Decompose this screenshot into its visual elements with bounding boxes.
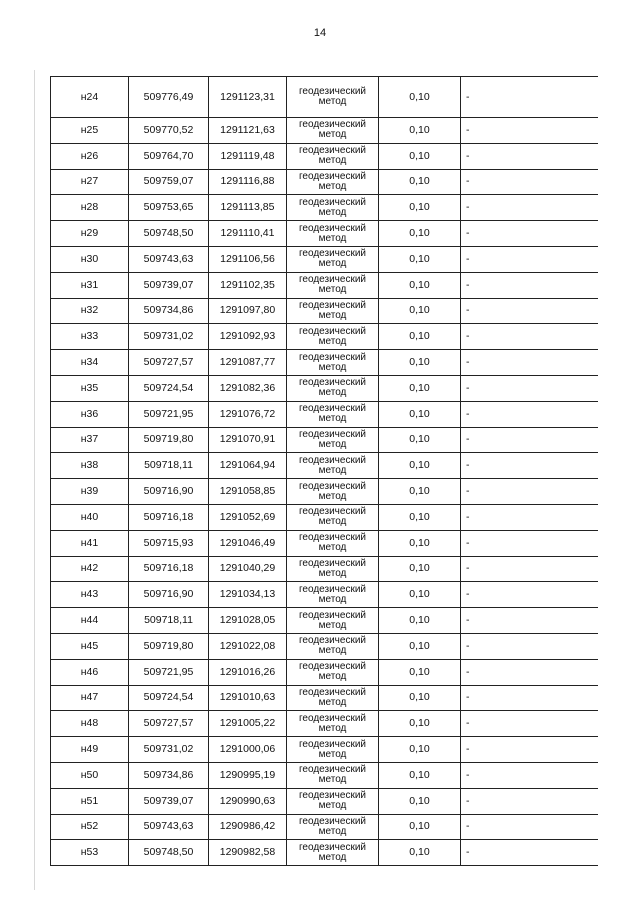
x-coordinate-cell: 509731,02 [129,737,209,763]
method-line-2: метод [318,774,347,786]
y-coordinate-cell: 1291070,91 [209,427,287,453]
method-cell [287,504,379,530]
accuracy-cell: 0,10 [379,762,461,788]
y-coordinate-cell: 1291082,36 [209,375,287,401]
method-line-1: геодезический [299,145,366,157]
x-coordinate-cell: 509770,52 [129,118,209,144]
table-row [51,195,598,221]
accuracy-cell: 0,10 [379,77,461,118]
note-cell: - [461,762,598,788]
table-row [51,77,598,118]
method-cell [287,118,379,144]
method-line-2: метод [318,361,347,373]
page-number: 14 [313,27,327,39]
method-line-2: метод [318,96,347,107]
method-cell [287,685,379,711]
table-row [51,582,598,608]
y-coordinate-cell: 1291046,49 [209,530,287,556]
point-name-cell: н41 [51,530,129,556]
accuracy-cell: 0,10 [379,118,461,144]
accuracy-cell: 0,10 [379,350,461,376]
method-line-1: геодезический [299,506,366,518]
method-line-1: геодезический [299,86,366,97]
y-coordinate-cell: 1291123,31 [209,77,287,118]
x-coordinate-cell: 509719,80 [129,427,209,453]
method-cell [287,762,379,788]
method-line-2: метод [318,722,347,734]
note-cell: - [461,375,598,401]
accuracy-cell: 0,10 [379,272,461,298]
method-cell [287,350,379,376]
method-line-2: метод [318,516,347,528]
x-coordinate-cell: 509759,07 [129,169,209,195]
x-coordinate-cell: 509715,93 [129,530,209,556]
x-coordinate-cell: 509716,18 [129,556,209,582]
accuracy-cell: 0,10 [379,737,461,763]
point-name-cell: н37 [51,427,129,453]
point-name-cell: н36 [51,401,129,427]
method-line-1: геодезический [299,170,366,182]
point-name-cell: н48 [51,711,129,737]
method-cell [287,711,379,737]
note-cell: - [461,77,598,118]
point-name-cell: н53 [51,840,129,866]
accuracy-cell: 0,10 [379,401,461,427]
x-coordinate-cell: 509734,86 [129,762,209,788]
point-name-cell: н40 [51,504,129,530]
table-row [51,711,598,737]
x-coordinate-cell: 509727,57 [129,711,209,737]
method-line-1: геодезический [299,815,366,827]
method-cell [287,608,379,634]
x-coordinate-cell: 509727,57 [129,350,209,376]
y-coordinate-cell: 1291052,69 [209,504,287,530]
method-line-2: метод [318,825,347,837]
method-line-2: метод [318,180,347,192]
x-coordinate-cell: 509718,11 [129,608,209,634]
table-row [51,633,598,659]
table-row [51,840,598,866]
note-cell: - [461,246,598,272]
accuracy-cell: 0,10 [379,221,461,247]
method-cell [287,246,379,272]
x-coordinate-cell: 509719,80 [129,633,209,659]
table-row [51,375,598,401]
y-coordinate-cell: 1291000,06 [209,737,287,763]
accuracy-cell: 0,10 [379,169,461,195]
table-row [51,685,598,711]
accuracy-cell: 0,10 [379,530,461,556]
method-cell [287,401,379,427]
method-line-2: метод [318,696,347,708]
method-line-2: метод [318,284,347,296]
method-line-2: метод [318,232,347,244]
accuracy-cell: 0,10 [379,659,461,685]
x-coordinate-cell: 509753,65 [129,195,209,221]
table-row [51,169,598,195]
table-row [51,453,598,479]
method-line-1: геодезический [299,299,366,311]
accuracy-cell: 0,10 [379,582,461,608]
method-line-1: геодезический [299,454,366,466]
method-cell [287,324,379,350]
y-coordinate-cell: 1291034,13 [209,582,287,608]
y-coordinate-cell: 1291005,22 [209,711,287,737]
note-cell: - [461,298,598,324]
method-cell [287,77,379,118]
table-row [51,608,598,634]
method-line-1: геодезический [299,248,366,260]
point-name-cell: н45 [51,633,129,659]
y-coordinate-cell: 1291121,63 [209,118,287,144]
point-name-cell: н42 [51,556,129,582]
method-line-1: геодезический [299,274,366,286]
method-line-1: геодезический [299,738,366,750]
point-name-cell: н52 [51,814,129,840]
method-line-1: геодезический [299,841,366,853]
note-cell: - [461,453,598,479]
x-coordinate-cell: 509731,02 [129,324,209,350]
point-name-cell: н29 [51,221,129,247]
note-cell: - [461,685,598,711]
table-row [51,556,598,582]
table-row [51,788,598,814]
x-coordinate-cell: 509716,90 [129,582,209,608]
y-coordinate-cell: 1290990,63 [209,788,287,814]
method-line-2: метод [318,206,347,218]
method-line-1: геодезический [299,790,366,802]
x-coordinate-cell: 509739,07 [129,272,209,298]
accuracy-cell: 0,10 [379,788,461,814]
method-line-2: метод [318,851,347,863]
x-coordinate-cell: 509716,18 [129,504,209,530]
method-line-1: геодезический [299,686,366,698]
y-coordinate-cell: 1291028,05 [209,608,287,634]
method-cell [287,427,379,453]
accuracy-cell: 0,10 [379,479,461,505]
accuracy-cell: 0,10 [379,504,461,530]
method-line-2: метод [318,645,347,657]
point-name-cell: н32 [51,298,129,324]
point-name-cell: н30 [51,246,129,272]
method-line-2: метод [318,129,347,141]
x-coordinate-cell: 509748,50 [129,840,209,866]
method-line-1: геодезический [299,532,366,544]
y-coordinate-cell: 1291102,35 [209,272,287,298]
method-cell [287,556,379,582]
method-cell [287,840,379,866]
y-coordinate-cell: 1291113,85 [209,195,287,221]
y-coordinate-cell: 1291116,88 [209,169,287,195]
coordinates-table [50,76,598,866]
note-cell: - [461,840,598,866]
note-cell: - [461,530,598,556]
y-coordinate-cell: 1290995,19 [209,762,287,788]
x-coordinate-cell: 509739,07 [129,788,209,814]
method-cell [287,633,379,659]
accuracy-cell: 0,10 [379,195,461,221]
x-coordinate-cell: 509718,11 [129,453,209,479]
y-coordinate-cell: 1291010,63 [209,685,287,711]
note-cell: - [461,479,598,505]
method-line-2: метод [318,593,347,605]
point-name-cell: н25 [51,118,129,144]
table-row [51,737,598,763]
note-cell: - [461,711,598,737]
point-name-cell: н43 [51,582,129,608]
accuracy-cell: 0,10 [379,633,461,659]
x-coordinate-cell: 509724,54 [129,375,209,401]
table-row [51,530,598,556]
y-coordinate-cell: 1291016,26 [209,659,287,685]
x-coordinate-cell: 509721,95 [129,401,209,427]
accuracy-cell: 0,10 [379,453,461,479]
note-cell: - [461,401,598,427]
method-line-1: геодезический [299,635,366,647]
point-name-cell: н44 [51,608,129,634]
point-name-cell: н46 [51,659,129,685]
method-line-2: метод [318,258,347,270]
method-line-1: геодезический [299,712,366,724]
method-line-2: метод [318,464,347,476]
method-line-1: геодезический [299,222,366,234]
table-row [51,427,598,453]
y-coordinate-cell: 1290982,58 [209,840,287,866]
note-cell: - [461,633,598,659]
point-name-cell: н28 [51,195,129,221]
accuracy-cell: 0,10 [379,685,461,711]
note-cell: - [461,608,598,634]
point-name-cell: н33 [51,324,129,350]
method-line-1: геодезический [299,325,366,337]
accuracy-cell: 0,10 [379,143,461,169]
method-cell [287,814,379,840]
point-name-cell: н51 [51,788,129,814]
method-line-2: метод [318,438,347,450]
method-cell [287,737,379,763]
method-line-1: геодезический [299,351,366,363]
table-row [51,479,598,505]
method-line-2: метод [318,387,347,399]
point-name-cell: н34 [51,350,129,376]
point-name-cell: н49 [51,737,129,763]
method-line-1: геодезический [299,480,366,492]
method-line-2: метод [318,335,347,347]
method-cell [287,272,379,298]
x-coordinate-cell: 509748,50 [129,221,209,247]
note-cell: - [461,221,598,247]
method-cell [287,788,379,814]
point-name-cell: н50 [51,762,129,788]
note-cell: - [461,272,598,298]
method-line-1: геодезический [299,403,366,415]
accuracy-cell: 0,10 [379,814,461,840]
method-cell [287,582,379,608]
table-row [51,298,598,324]
method-cell [287,375,379,401]
x-coordinate-cell: 509716,90 [129,479,209,505]
table-row [51,324,598,350]
x-coordinate-cell: 509734,86 [129,298,209,324]
method-line-1: геодезический [299,661,366,673]
note-cell: - [461,169,598,195]
note-cell: - [461,427,598,453]
y-coordinate-cell: 1291106,56 [209,246,287,272]
method-cell [287,298,379,324]
method-line-2: метод [318,671,347,683]
method-line-1: геодезический [299,557,366,569]
method-cell [287,169,379,195]
table-body [51,77,598,866]
table-row [51,762,598,788]
table-row [51,272,598,298]
method-cell [287,479,379,505]
x-coordinate-cell: 509743,63 [129,814,209,840]
x-coordinate-cell: 509776,49 [129,77,209,118]
method-line-1: геодезический [299,609,366,621]
accuracy-cell: 0,10 [379,298,461,324]
method-line-2: метод [318,155,347,167]
point-name-cell: н35 [51,375,129,401]
method-line-2: метод [318,567,347,579]
point-name-cell: н31 [51,272,129,298]
y-coordinate-cell: 1291097,80 [209,298,287,324]
method-line-2: метод [318,542,347,554]
note-cell: - [461,556,598,582]
method-line-1: геодезический [299,196,366,208]
method-cell [287,143,379,169]
method-line-1: геодезический [299,583,366,595]
table-row [51,504,598,530]
table-row [51,221,598,247]
method-line-2: метод [318,413,347,425]
table-row [51,401,598,427]
y-coordinate-cell: 1291087,77 [209,350,287,376]
accuracy-cell: 0,10 [379,246,461,272]
method-line-2: метод [318,800,347,812]
table-row [51,118,598,144]
point-name-cell: н39 [51,479,129,505]
method-line-1: геодезический [299,764,366,776]
table-row [51,659,598,685]
x-coordinate-cell: 509724,54 [129,685,209,711]
method-line-2: метод [318,309,347,321]
method-line-2: метод [318,619,347,631]
table-row [51,246,598,272]
method-cell [287,659,379,685]
y-coordinate-cell: 1291022,08 [209,633,287,659]
method-line-1: геодезический [299,428,366,440]
y-coordinate-cell: 1291119,48 [209,143,287,169]
y-coordinate-cell: 1291076,72 [209,401,287,427]
point-name-cell: н38 [51,453,129,479]
note-cell: - [461,324,598,350]
x-coordinate-cell: 509764,70 [129,143,209,169]
y-coordinate-cell: 1291040,29 [209,556,287,582]
note-cell: - [461,582,598,608]
method-line-1: геодезический [299,377,366,389]
point-name-cell: н27 [51,169,129,195]
accuracy-cell: 0,10 [379,608,461,634]
note-cell: - [461,195,598,221]
x-coordinate-cell: 509743,63 [129,246,209,272]
method-line-2: метод [318,490,347,502]
y-coordinate-cell: 1291092,93 [209,324,287,350]
note-cell: - [461,118,598,144]
accuracy-cell: 0,10 [379,711,461,737]
note-cell: - [461,350,598,376]
method-cell [287,530,379,556]
accuracy-cell: 0,10 [379,324,461,350]
note-cell: - [461,504,598,530]
x-coordinate-cell: 509721,95 [129,659,209,685]
table-row [51,814,598,840]
note-cell: - [461,737,598,763]
y-coordinate-cell: 1291058,85 [209,479,287,505]
accuracy-cell: 0,10 [379,840,461,866]
note-cell: - [461,143,598,169]
note-cell: - [461,659,598,685]
y-coordinate-cell: 1290986,42 [209,814,287,840]
note-cell: - [461,788,598,814]
method-cell [287,195,379,221]
note-cell: - [461,814,598,840]
point-name-cell: н24 [51,77,129,118]
point-name-cell: н26 [51,143,129,169]
method-line-1: геодезический [299,119,366,131]
method-cell [287,453,379,479]
table-row [51,350,598,376]
table-row [51,143,598,169]
scan-edge-line [34,70,35,890]
y-coordinate-cell: 1291064,94 [209,453,287,479]
method-cell [287,221,379,247]
method-line-2: метод [318,748,347,760]
accuracy-cell: 0,10 [379,427,461,453]
accuracy-cell: 0,10 [379,556,461,582]
point-name-cell: н47 [51,685,129,711]
accuracy-cell: 0,10 [379,375,461,401]
y-coordinate-cell: 1291110,41 [209,221,287,247]
